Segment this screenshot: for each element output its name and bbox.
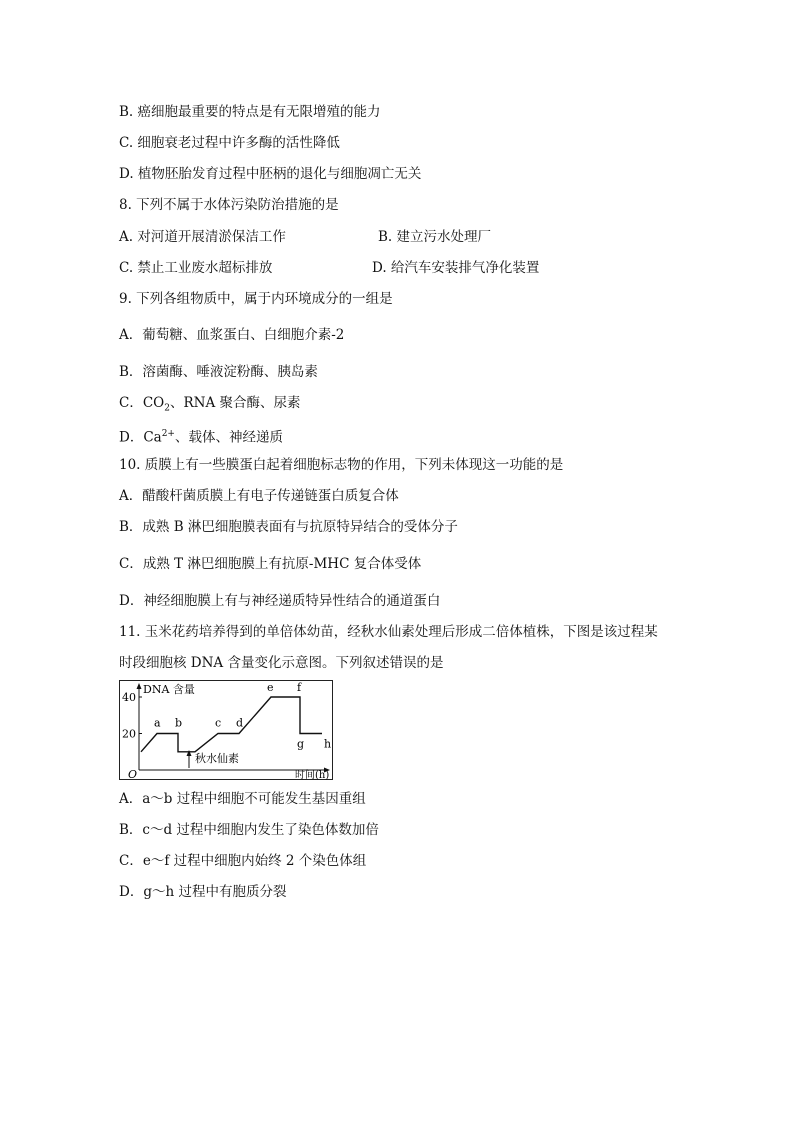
origin-label: O [128, 768, 138, 780]
line-q7b: B. 癌细胞最重要的特点是有无限增殖的能力 [119, 104, 381, 120]
option-9d-post: 、载体、神经递质 [174, 429, 283, 446]
option-10b: B．成熟 B 淋巴细胞膜表面有与抗原特异结合的受体分子 [119, 519, 458, 535]
option-9d [119, 425, 283, 447]
question-11-line2: 时段细胞核 DNA 含量变化示意图。下列叙述错误的是 [119, 655, 444, 671]
colchicine-label: 秋水仙素 [195, 752, 239, 765]
point-label-c: c [215, 716, 222, 730]
question-9: 9. 下列各组物质中，属于内环境成分的一组是 [119, 291, 393, 307]
point-label-a: a [154, 716, 161, 730]
option-8a: A. 对河道开展清淤保洁工作 [119, 229, 286, 245]
option-11c: C．e～f 过程中细胞内始终 2 个染色体组 [119, 853, 367, 869]
option-8b: B. 建立污水处理厂 [378, 229, 492, 245]
dna-series-line [141, 697, 322, 752]
option-10c: C．成熟 T 淋巴细胞膜上有抗原-MHC 复合体受体 [119, 556, 422, 572]
option-9b: B．溶菌酶、唾液淀粉酶、胰岛素 [119, 364, 318, 380]
point-label-e: e [267, 681, 274, 694]
line-q7d: D. 植物胚胎发育过程中胚柄的退化与细胞凋亡无关 [119, 166, 422, 182]
y-tick-label: 40 [122, 691, 136, 704]
dna-content-chart [119, 680, 333, 780]
question-11-line1: 11. 玉米花药培养得到的单倍体幼苗，经秋水仙素处理后形成二倍体植株，下图是该过程某 [119, 624, 658, 640]
option-9c-pre: C．CO [119, 395, 165, 411]
option-9a: A．葡萄糖、血浆蛋白、白细胞介素-2 [119, 327, 345, 343]
point-label-h: h [324, 737, 332, 751]
dna-content-chart-svg [119, 680, 333, 780]
option-9c-post: 、RNA 聚合酶、尿素 [169, 395, 301, 411]
point-label-f: f [297, 681, 302, 694]
option-8c: C. 禁止工业废水超标排放 [119, 260, 273, 276]
point-label-b: b [175, 716, 183, 730]
option-11a: A．a～b 过程中细胞不可能发生基因重组 [119, 791, 366, 807]
y-axis-label: DNA 含量 [143, 683, 195, 696]
question-8: 8. 下列不属于水体污染防治措施的是 [119, 197, 339, 213]
option-11d: D．g～h 过程中有胞质分裂 [119, 884, 287, 900]
option-10a: A．醋酸杆菌质膜上有电子传递链蛋白质复合体 [119, 488, 399, 504]
y-tick-label: 20 [122, 727, 136, 741]
option-9d-sup: 2+ [161, 429, 175, 439]
option-10d: D．神经细胞膜上有与神经递质特异性结合的通道蛋白 [119, 593, 441, 609]
option-8d: D. 给汽车安装排气净化装置 [372, 260, 540, 276]
y-axis-arrow-icon [137, 683, 142, 689]
option-11b: B．c～d 过程中细胞内发生了染色体数加倍 [119, 822, 379, 838]
line-q7c: C. 细胞衰老过程中许多酶的活性降低 [119, 135, 340, 151]
option-9d-pre: D．Ca [119, 429, 162, 446]
colchicine-arrow-icon [187, 750, 192, 756]
point-label-g: g [297, 737, 305, 751]
option-9c [119, 394, 301, 418]
question-10: 10. 质膜上有一些膜蛋白起着细胞标志物的作用，下列未体现这一功能的是 [119, 457, 564, 473]
option-9c-sub: 2 [164, 403, 170, 414]
x-axis-label: 时间(h) [295, 770, 330, 780]
point-label-d: d [236, 716, 244, 730]
